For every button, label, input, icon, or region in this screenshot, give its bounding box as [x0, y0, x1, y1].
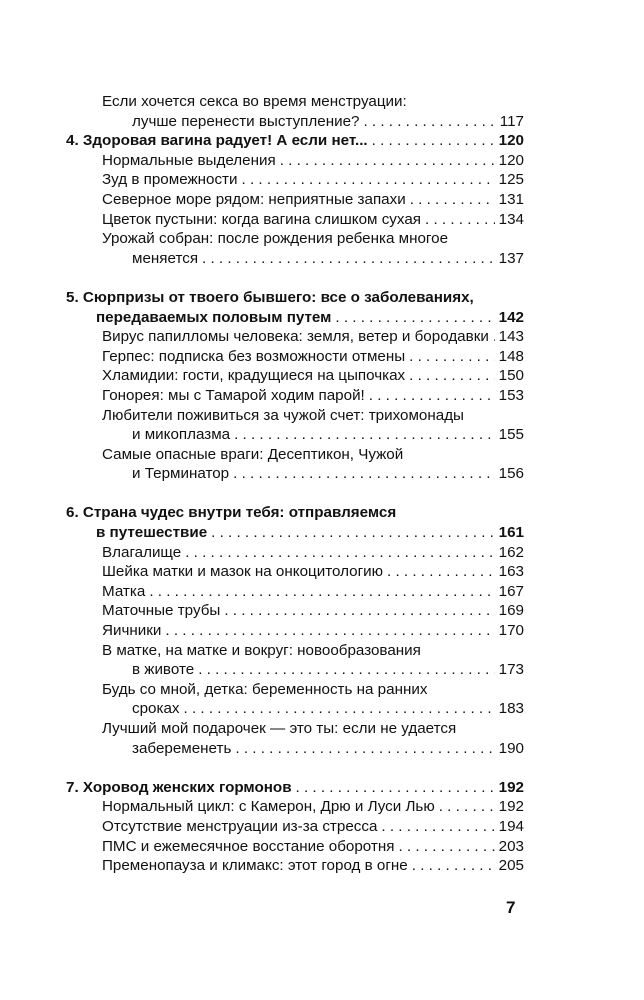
toc-entry: [102, 386, 524, 406]
dot-leader: [369, 386, 495, 406]
toc-title-text: Зуд в промежности: [102, 171, 238, 189]
toc-entry: [102, 543, 524, 563]
dot-leader: [363, 112, 495, 132]
toc-entry: [102, 621, 524, 641]
toc-title-text: В матке, на матке и вокруг: новообразования: [102, 641, 421, 659]
toc-page-number: 192: [498, 778, 524, 796]
toc-line: [102, 386, 524, 406]
toc-title-text: Яичники: [102, 622, 162, 640]
toc-title-text: лучше перенести выступление?: [132, 112, 360, 130]
toc-title-text: Гонорея: мы с Тамарой ходим парой!: [102, 386, 365, 404]
dot-leader: [198, 660, 494, 680]
toc-line: [102, 837, 524, 857]
dot-leader: [410, 190, 495, 210]
toc-entry: [102, 445, 524, 484]
toc-line: [102, 582, 524, 602]
toc-title-text: Самые опасные враги: Десептикон, Чужой: [102, 445, 404, 463]
toc-line: [102, 464, 524, 484]
toc-page-number: 148: [498, 347, 524, 365]
toc-page-number: 134: [498, 210, 524, 228]
dot-leader: [409, 366, 495, 386]
toc-line: [66, 131, 524, 151]
toc-title-text: и микоплазма: [132, 426, 231, 444]
toc-title-text: Вирус папилломы человека: земля, ветер и бородавки: [102, 328, 489, 346]
toc-entry: [102, 680, 524, 719]
toc-page-number: 183: [498, 700, 524, 718]
dot-leader: [372, 131, 495, 151]
toc-page-number: 169: [498, 602, 524, 620]
toc-line: [66, 503, 524, 523]
toc-line: [102, 327, 524, 347]
toc-entry: [102, 406, 524, 445]
toc-entry: [102, 190, 524, 210]
toc-title-text: Если хочется секса во время менструации:: [102, 93, 407, 110]
dot-leader: [381, 817, 494, 837]
toc-title-text: 6. Страна чудес внутри тебя: отправляемся: [66, 504, 397, 522]
toc-title-text: забеременеть: [132, 739, 232, 757]
toc-page-number: 203: [498, 837, 524, 855]
toc-title-text: 5. Сюрпризы от твоего бывшего: все о заболеваниях,: [66, 288, 474, 306]
toc-title-text: меняется: [132, 249, 199, 267]
toc-page-number: 156: [498, 465, 524, 483]
dot-leader: [235, 739, 494, 759]
toc-title-text: 4. Здоровая вагина радует! А если нет...: [66, 132, 368, 150]
toc-page-number: 161: [498, 524, 524, 542]
toc-page-number: 194: [498, 817, 524, 835]
dot-leader: [149, 582, 494, 602]
toc-line: [102, 445, 524, 465]
toc-line: [66, 288, 524, 308]
toc-entry: [102, 210, 524, 230]
toc-page-number: 143: [498, 328, 524, 346]
toc-line: [102, 249, 524, 269]
dot-leader: [387, 562, 495, 582]
dot-leader: [439, 797, 495, 817]
dot-leader: [202, 249, 495, 269]
toc-title-text: в путешествие: [96, 524, 208, 542]
toc-title-text: сроках: [132, 700, 180, 718]
dot-leader: [412, 856, 495, 876]
toc-entry: [102, 562, 524, 582]
toc-line: [102, 170, 524, 190]
toc-title-text: 7. Хоровод женских гормонов: [66, 778, 292, 796]
toc-entry: [102, 327, 524, 347]
toc-line: [66, 523, 524, 543]
dot-leader: [335, 308, 494, 328]
dot-leader: [398, 837, 494, 857]
toc-entry: [102, 151, 524, 171]
toc-page-number: 153: [498, 386, 524, 404]
toc-entry: [102, 601, 524, 621]
dot-leader: [409, 347, 495, 367]
toc-title-text: Матка: [102, 582, 146, 600]
toc-title-text: Герпес: подписка без возможности отмены: [102, 347, 406, 365]
toc-line: [102, 680, 524, 700]
dot-leader: [224, 601, 494, 621]
toc-chapter: [66, 778, 524, 798]
toc-entry: [102, 856, 524, 876]
dot-leader: [211, 523, 495, 543]
toc-title-text: Шейка матки и мазок на онкоцитологию: [102, 563, 383, 581]
toc-entry: [102, 347, 524, 367]
toc-page-number: 155: [498, 426, 524, 444]
toc-line: [102, 190, 524, 210]
toc-page-number: 117: [499, 112, 524, 130]
toc-line: [102, 366, 524, 386]
toc-title-text: ПМС и ежемесячное восстание оборотня: [102, 837, 395, 855]
dot-leader: [296, 778, 495, 798]
toc-title-text: и Терминатор: [132, 465, 230, 483]
toc-entry: [102, 817, 524, 837]
toc-entry: [102, 797, 524, 817]
toc-title-text: Лучший мой подарочек — это ты: если не удается: [102, 720, 457, 737]
toc-page-number: 120: [498, 132, 524, 150]
toc-title-text: Будь со мной, детка: беременность на ранних: [102, 680, 428, 698]
toc-title-text: передаваемых половым путем: [96, 308, 332, 326]
toc-line: [102, 739, 524, 759]
toc-line: [102, 621, 524, 641]
toc-line: [102, 347, 524, 367]
toc-entry: [102, 582, 524, 602]
toc-page-number: 150: [498, 367, 524, 385]
dot-leader: [242, 170, 495, 190]
toc-chapter: [66, 131, 524, 151]
dot-leader: [184, 699, 495, 719]
toc-line: [102, 562, 524, 582]
toc-title-text: Пременопауза и климакс: этот город в огне: [102, 857, 408, 875]
toc-entry: [102, 92, 524, 131]
table-of-contents: [66, 92, 524, 876]
toc-page-number: 125: [498, 171, 524, 189]
toc-title-text: Любители поживиться за чужой счет: трихомонады: [102, 406, 464, 424]
toc-title-text: Хламидии: гости, крадущиеся на цыпочках: [102, 367, 406, 385]
toc-line: [102, 112, 524, 132]
toc-title-text: Влагалище: [102, 543, 182, 561]
toc-line: [102, 797, 524, 817]
toc-page-number: 190: [498, 739, 524, 757]
toc-title-text: Нормальный цикл: с Камерон, Дрю и Луси Лью: [102, 798, 435, 816]
toc-line: [102, 92, 524, 112]
dot-leader: [493, 327, 495, 347]
toc-line: [66, 778, 524, 798]
toc-line: [102, 641, 524, 661]
toc-title-text: Нормальные выделения: [102, 151, 276, 169]
toc-line: [102, 699, 524, 719]
toc-line: [102, 817, 524, 837]
toc-page-number: 142: [498, 308, 524, 326]
toc-line: [102, 425, 524, 445]
toc-page-number: 192: [498, 798, 524, 816]
toc-page-number: 137: [498, 249, 524, 267]
toc-title-text: в животе: [132, 661, 195, 679]
dot-leader: [185, 543, 494, 563]
toc-page-number: 167: [498, 582, 524, 600]
toc-line: [102, 856, 524, 876]
toc-entry: [102, 170, 524, 190]
toc-page-number: 163: [498, 563, 524, 581]
toc-chapter: [66, 503, 524, 542]
dot-leader: [165, 621, 494, 641]
toc-page-number: 131: [498, 190, 524, 208]
toc-entry: [102, 229, 524, 268]
toc-line: [102, 151, 524, 171]
dot-leader: [233, 464, 495, 484]
page-number: 7: [506, 898, 516, 917]
toc-line: [102, 210, 524, 230]
toc-entry: [102, 366, 524, 386]
toc-entry: [102, 719, 524, 758]
dot-leader: [280, 151, 495, 171]
toc-page-number: 205: [498, 857, 524, 875]
dot-leader: [234, 425, 495, 445]
toc-line: [102, 601, 524, 621]
toc-entry: [102, 837, 524, 857]
toc-line: [102, 406, 524, 426]
toc-entry: [102, 641, 524, 680]
toc-chapter: [66, 288, 524, 327]
toc-page-number: 120: [498, 151, 524, 169]
toc-line: [66, 308, 524, 328]
toc-title-text: Цветок пустыни: когда вагина слишком сухая: [102, 210, 421, 228]
toc-title-text: Маточные трубы: [102, 602, 221, 620]
toc-title-text: Урожай собран: после рождения ребенка многое: [102, 230, 449, 248]
dot-leader: [425, 210, 495, 230]
toc-line: [102, 719, 524, 739]
toc-title-text: Северное море рядом: неприятные запахи: [102, 190, 406, 208]
toc-line: [102, 229, 524, 249]
toc-page-number: 162: [498, 543, 524, 561]
toc-line: [102, 660, 524, 680]
toc-line: [102, 543, 524, 563]
toc-page-number: 173: [498, 661, 524, 679]
toc-page-number: 170: [498, 622, 524, 640]
toc-title-text: Отсутствие менструации из-за стресса: [102, 817, 378, 835]
